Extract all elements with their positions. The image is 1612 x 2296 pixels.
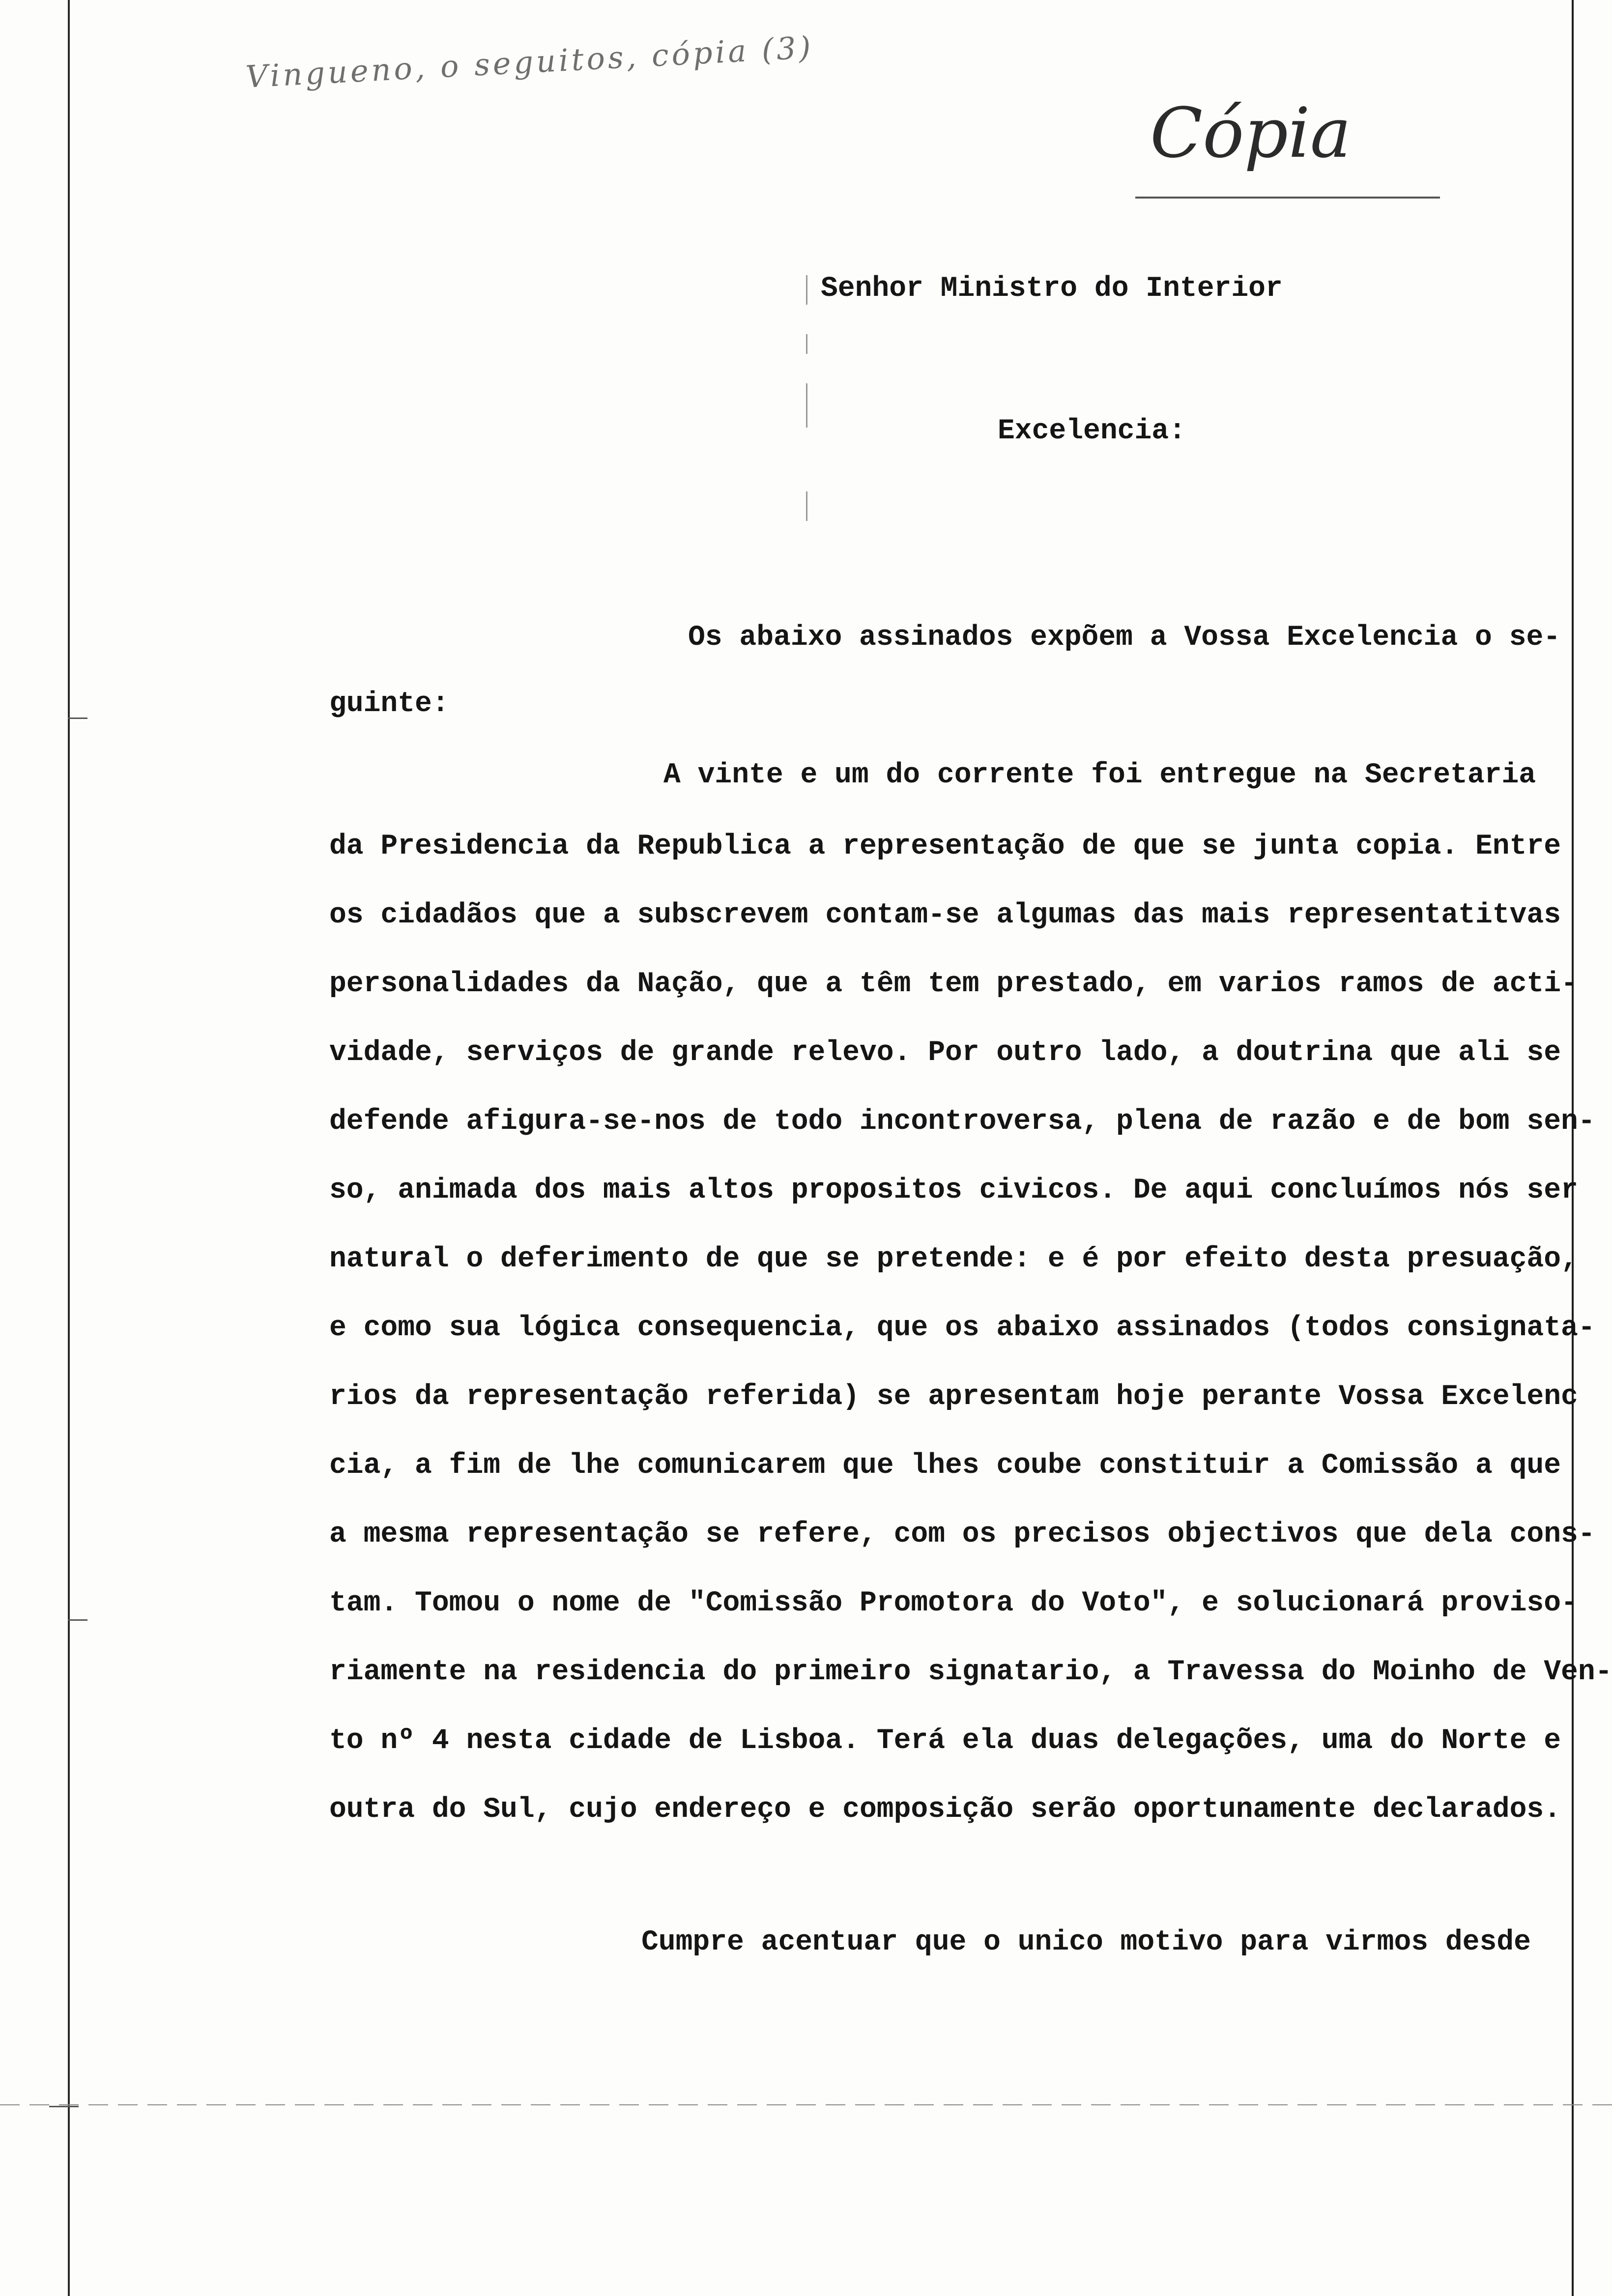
scan-bottom-edge	[0, 2104, 1612, 2105]
paragraph-line: vidade, serviços de grande relevo. Por outro lado, a doutrina que ali se	[329, 1037, 1561, 1069]
scan-mark	[806, 275, 807, 305]
letter-opening-continued: guinte:	[329, 688, 449, 720]
paragraph-line: personalidades da Nação, que a têm tem prestado, em varios ramos de acti-	[329, 968, 1578, 1000]
paragraph-line: natural o deferimento de que se pretende: e é por efeito desta presuação,	[329, 1243, 1578, 1275]
scan-mark	[806, 334, 807, 354]
paragraph-line: a mesma representação se refere, com os precisos objectivos que dela cons-	[329, 1519, 1595, 1550]
paragraph-line: e como sua lógica consequencia, que os abaixo assinados (todos consignata-	[329, 1312, 1595, 1344]
paragraph-line: outra do Sul, cujo endereço e composição serão oportunamente declarados.	[329, 1794, 1561, 1826]
letter-salutation: Senhor Ministro do Interior	[821, 273, 1283, 305]
scan-right-edge	[1572, 0, 1574, 2296]
letter-opening: Os abaixo assinados expõem a Vossa Excelencia o se-	[688, 622, 1561, 654]
scan-tick	[68, 1619, 87, 1621]
paragraph-line: so, animada dos mais altos propositos civicos. De aqui concluímos nós ser	[329, 1175, 1578, 1206]
paragraph-line: os cidadãos que a subscrevem contam-se algumas das mais representatitvas	[329, 899, 1561, 931]
paragraph-line: da Presidencia da Republica a representação de que se junta copia. Entre	[329, 831, 1561, 862]
paragraph-2-first-line: Cumpre acentuar que o unico motivo para virmos desde	[641, 1926, 1531, 1958]
scan-tick	[68, 718, 87, 719]
scan-mark	[806, 383, 807, 428]
paragraph-line: cia, a fim de lhe comunicarem que lhes coube constituir a Comissão a que	[329, 1450, 1561, 1482]
scan-tick	[49, 2106, 79, 2107]
paragraph-line: tam. Tomou o nome de "Comissão Promotora do Voto", e solucionará proviso-	[329, 1587, 1578, 1619]
scan-left-edge	[68, 0, 70, 2296]
paragraph-line: A vinte e um do corrente foi entregue na Secretaria	[663, 759, 1536, 791]
pencil-annotation: Vingueno, o seguitos, cópia (3)	[245, 29, 815, 95]
paragraph-line: to nº 4 nesta cidade de Lisboa. Terá ela duas delegações, uma do Norte e	[329, 1725, 1561, 1757]
paragraph-line: rios da representação referida) se apresentam hoje perante Vossa Excelenc	[329, 1381, 1578, 1413]
paragraph-line: riamente na residencia do primeiro signatario, a Travessa do Moinho de Ven-	[329, 1656, 1612, 1688]
copia-handwritten-mark: Cópia	[1150, 93, 1352, 173]
scan-mark	[806, 491, 807, 521]
letter-excelencia: Excelencia:	[998, 415, 1186, 447]
paragraph-line: defende afigura-se-nos de todo incontroversa, plena de razão e de bom sen-	[329, 1106, 1595, 1138]
copia-underline	[1135, 197, 1440, 199]
